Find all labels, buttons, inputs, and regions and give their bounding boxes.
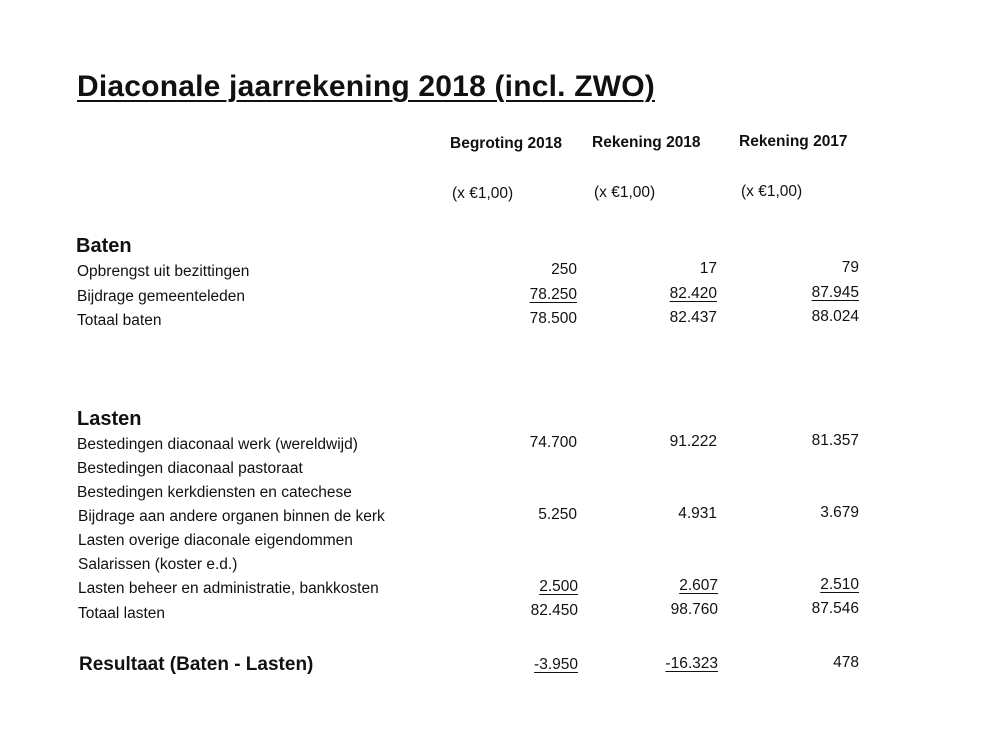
value-text: 2.510 [820, 576, 859, 593]
value-cell: 87.546 [811, 600, 859, 617]
result-value: 478 [833, 654, 859, 671]
value-cell: 5.250 [538, 506, 577, 523]
column-header-rekening-2017: Rekening 2017 [739, 133, 848, 150]
row-label: Salarissen (koster e.d.) [78, 556, 238, 573]
value-text: 87.945 [811, 284, 859, 301]
section-heading-lasten: Lasten [77, 408, 142, 430]
row-label: Bestedingen kerkdiensten en catechese [77, 484, 352, 501]
value-text: 78.250 [529, 286, 577, 303]
value-cell: 91.222 [669, 433, 717, 450]
value-cell-underlined [598, 577, 718, 595]
row-label: Bestedingen diaconaal pastoraat [77, 460, 303, 477]
value-cell-underlined [458, 656, 578, 674]
result-label: Resultaat (Baten - Lasten) [79, 654, 314, 675]
value-text: 2.500 [539, 578, 578, 595]
value-cell-underlined [458, 578, 578, 596]
row-label: Lasten beheer en administratie, bankkosten [78, 580, 379, 597]
value-cell-underlined [739, 284, 859, 302]
value-text: 82.420 [669, 285, 717, 302]
value-text: 2.607 [679, 577, 718, 594]
value-cell: 98.760 [670, 601, 718, 618]
value-cell: 81.357 [811, 432, 859, 449]
value-cell: 17 [699, 260, 717, 277]
document-title: Diaconale jaarrekening 2018 (incl. ZWO) [77, 70, 655, 103]
value-cell-underlined [457, 286, 577, 304]
row-label-total: Totaal baten [77, 312, 162, 329]
value-cell-underlined [739, 576, 859, 594]
column-unit-begroting-2018: (x €1,00) [452, 185, 514, 202]
result-value: -16.323 [665, 655, 718, 672]
row-label: Bijdrage gemeenteleden [77, 288, 246, 305]
row-label: Bestedingen diaconaal werk (wereldwijd) [77, 436, 358, 453]
column-header-rekening-2018: Rekening 2018 [592, 134, 701, 151]
column-unit-rekening-2018: (x €1,00) [594, 184, 656, 201]
row-label: Bijdrage aan andere organen binnen de kerk [78, 508, 385, 525]
value-cell-underlined [598, 655, 718, 673]
column-header-begroting-2018: Begroting 2018 [450, 135, 562, 152]
value-cell: 74.700 [529, 434, 577, 451]
value-cell-underlined [597, 285, 717, 303]
row-label: Lasten overige diaconale eigendommen [78, 532, 353, 549]
row-label: Opbrengst uit bezittingen [77, 263, 250, 280]
row-label-total: Totaal lasten [78, 605, 166, 622]
value-cell: 88.024 [811, 308, 859, 325]
column-unit-rekening-2017: (x €1,00) [741, 183, 803, 200]
value-cell: 79 [841, 259, 859, 276]
section-heading-baten: Baten [76, 235, 132, 257]
result-value: -3.950 [534, 656, 578, 673]
value-cell: 250 [551, 261, 577, 278]
value-cell: 82.437 [669, 309, 717, 326]
value-cell: 3.679 [820, 504, 859, 521]
value-cell: 82.450 [530, 602, 578, 619]
value-cell: 4.931 [678, 505, 717, 522]
value-cell: 78.500 [529, 310, 577, 327]
